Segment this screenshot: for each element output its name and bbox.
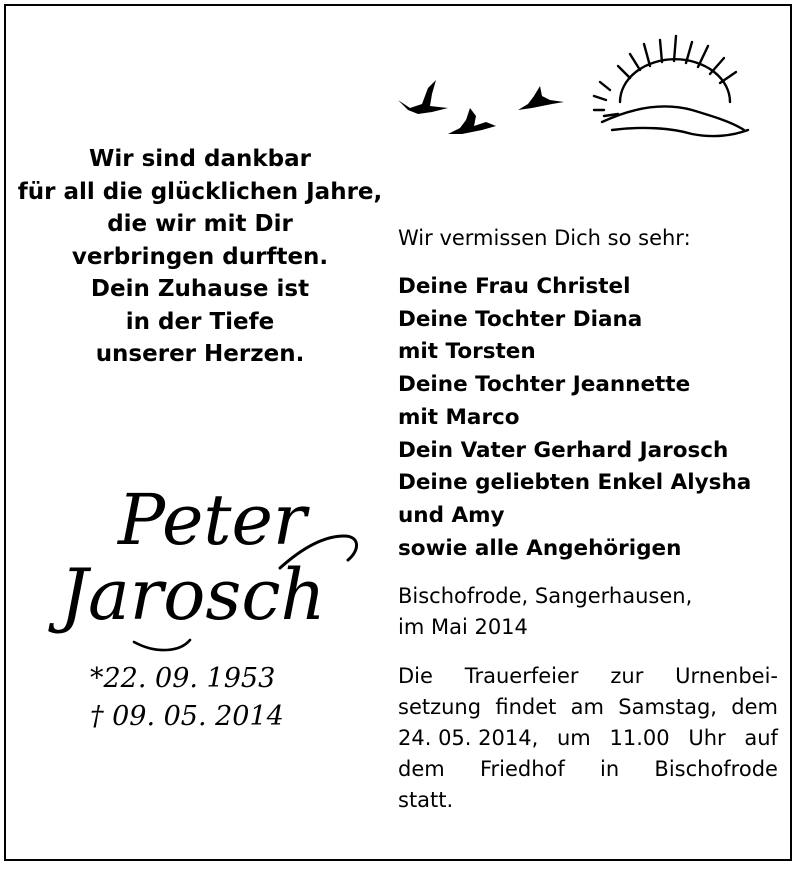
poem-line: unserer Herzen. [95,341,305,367]
mourner-line: Deine geliebten Enkel Alysha [398,470,752,496]
word: Trauerfeier [464,664,579,689]
death-date: † 09. 05. 2014 [90,701,284,732]
poem-line: Wir sind dankbar [88,146,311,172]
funeral-line: statt. [398,788,454,813]
birds-and-sunset-illustration [392,30,762,150]
poem-line: in der Tiefe [125,308,275,335]
hills-icon [602,106,748,136]
word: dem [731,695,778,720]
poem-line: verbringen durften. [71,243,329,270]
word: Samstag, [618,695,717,720]
last-name: Jarosch [60,554,326,636]
funeral-line [398,661,778,692]
word: Friedhof [479,757,565,782]
word: Die [398,664,433,689]
poem-line: die wir mit Dir [107,211,293,237]
mourner-line: Dein Vater Gerhard Jarosch [398,437,729,463]
poem-line: Dein Zuhause ist [90,276,310,302]
word: um [556,726,591,751]
word: setzung [398,695,482,720]
word: 24. 05. 2014, [398,726,539,751]
mourner-line: und Amy [398,502,505,528]
word: dem [398,757,445,782]
date-line: im Mai 2014 [398,615,528,640]
poem-line: für all die glücklichen Jahre, [17,178,383,205]
miss-line: Wir vermissen Dich so sehr: [398,226,691,250]
mourner-line: mit Torsten [398,339,536,365]
word: am [570,695,604,720]
family-column [398,222,778,816]
place-and-date [398,581,778,643]
mourners-list [398,271,778,565]
mourner-line: Deine Frau Christel [398,274,631,299]
word: Urnenbei- [675,664,778,689]
word: zur [610,664,644,689]
funeral-info [398,661,778,816]
mourner-line: Deine Tochter Diana [398,306,643,332]
funeral-line [398,723,778,754]
word: Uhr [688,726,726,751]
word: in [600,757,620,782]
word: Bischofrode [654,757,778,782]
memorial-poem [10,143,390,371]
life-dates [90,660,320,736]
sun-icon [594,36,736,110]
mourner-line: sowie alle Angehörigen [398,535,682,561]
deceased-name [60,480,360,660]
birds-icon [398,80,564,134]
funeral-line [398,692,778,723]
word: 11.00 [609,726,670,751]
birth-date: *22. 09. 1953 [90,663,276,694]
place-line: Bischofrode, Sangerhausen, [398,584,693,609]
word: findet [495,695,557,720]
funeral-line [398,754,778,785]
word: auf [744,726,778,751]
first-name: Peter [118,479,307,561]
mourner-line: mit Marco [398,404,520,430]
mourner-line: Deine Tochter Jeannette [398,372,691,398]
